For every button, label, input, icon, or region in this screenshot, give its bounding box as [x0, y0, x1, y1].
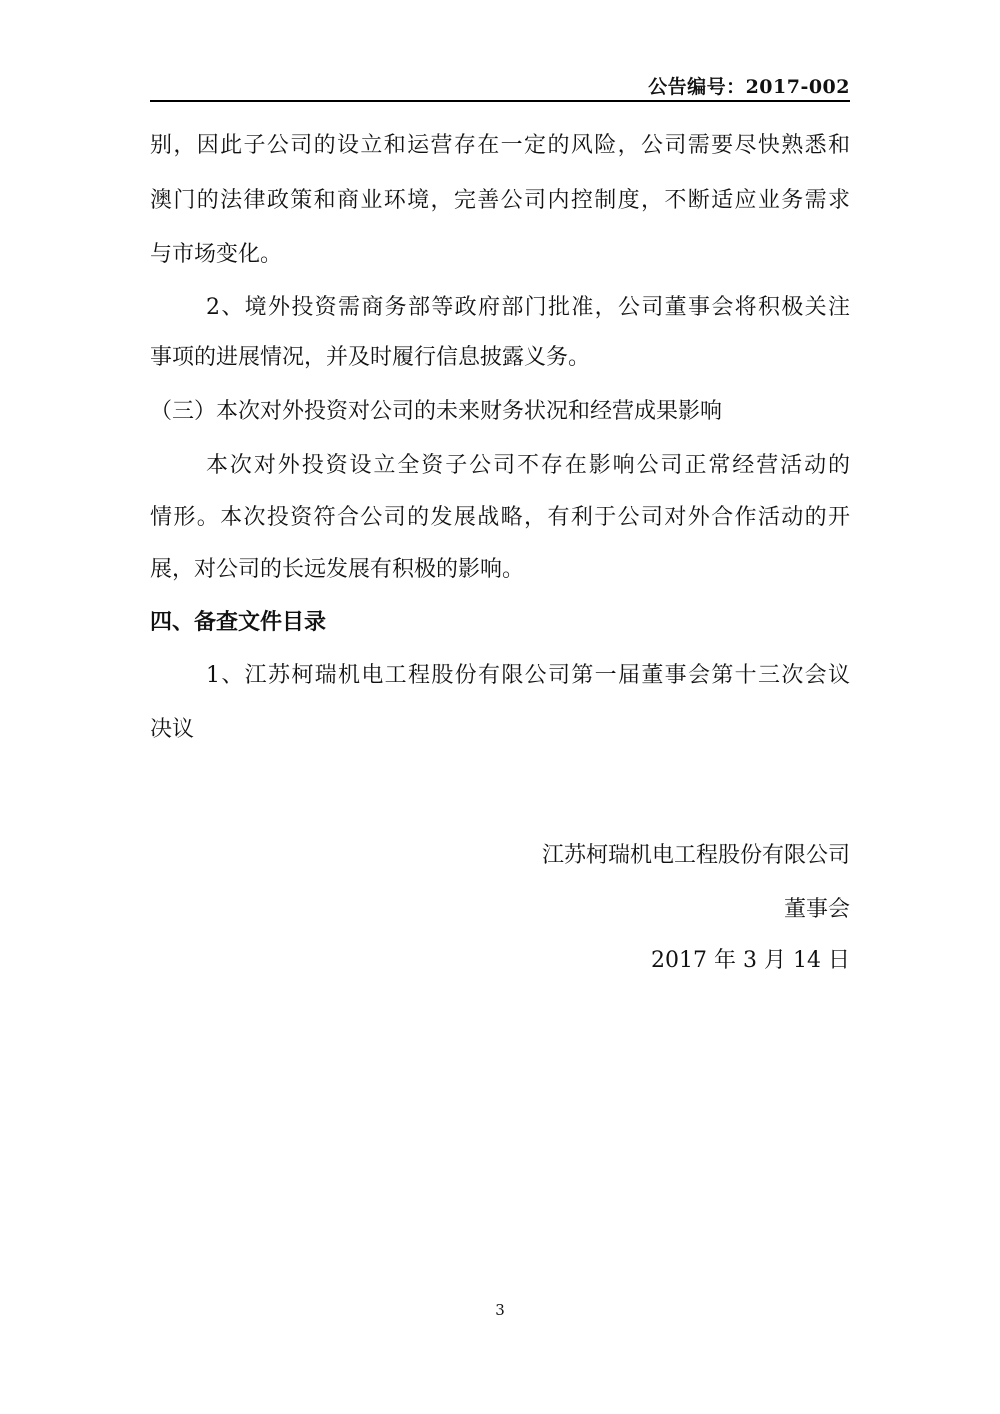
body-line-11: 1、江苏柯瑞机电工程股份有限公司第一届董事会第十三次会议 [206, 663, 850, 688]
body-line-12: 决议 [150, 717, 195, 742]
body-line-7: 本次对外投资设立全资子公司不存在影响公司正常经营活动的 [206, 453, 850, 478]
section-heading-3: （三）本次对外投资对公司的未来财务状况和经营成果影响 [150, 399, 723, 424]
announcement-number: 公告编号：2017-002 [648, 76, 850, 98]
body-line-4: 2、境外投资需商务部等政府部门批准，公司董事会将积极关注 [206, 295, 850, 320]
body-line-5: 事项的进展情况，并及时履行信息披露义务。 [150, 345, 591, 370]
page-number: 3 [495, 1301, 505, 1319]
body-line-8: 情形。本次投资符合公司的发展战略，有利于公司对外合作活动的开 [150, 505, 850, 530]
page-header [150, 72, 850, 100]
body-line-2: 澳门的法律政策和商业环境，完善公司内控制度，不断适应业务需求 [150, 188, 850, 213]
section-heading-4: 四、备查文件目录 [150, 609, 327, 635]
body-line-9: 展，对公司的长远发展有积极的影响。 [150, 557, 525, 582]
signature-board: 董事会 [783, 897, 850, 922]
body-line-1: 别，因此子公司的设立和运营存在一定的风险，公司需要尽快熟悉和 [150, 133, 850, 158]
body-line-3: 与市场变化。 [150, 242, 283, 267]
header-divider [150, 100, 850, 102]
signature-company: 江苏柯瑞机电工程股份有限公司 [541, 843, 850, 868]
signature-date: 2017 年 3 月 14 日 [651, 948, 850, 973]
